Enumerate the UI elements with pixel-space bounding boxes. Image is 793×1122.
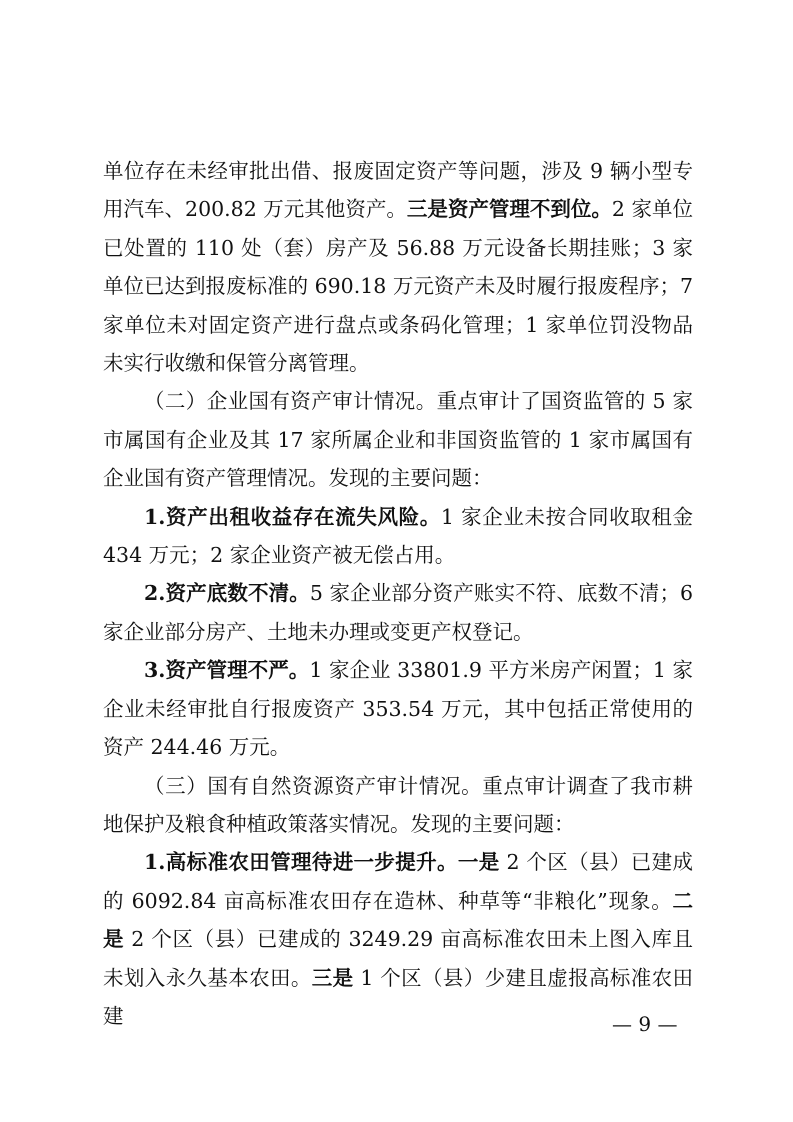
paragraph-asset-management-lax xyxy=(103,651,693,766)
text-segment: 1 个区（县）少建且虚报高标准农田建 xyxy=(103,965,694,1028)
bold-heading: 2.资产底数不清。 xyxy=(144,581,310,606)
paragraph-rental-income xyxy=(103,498,693,575)
page-number: — 9 — xyxy=(612,1012,678,1036)
document-body xyxy=(103,152,693,1035)
bold-heading: 三是资产管理不到位。 xyxy=(406,197,612,222)
bold-heading: 3.资产管理不严。 xyxy=(144,658,310,683)
text-segment: 单位存在未经审批出借、报废固定资产等问题，涉及 9 辆小型专用汽车、200.82 万元其他资产。 xyxy=(103,159,693,222)
text-segment: 2 个区（县）已建成的 3249.29 亩高标准农田未上图入库且未划入永久基本农田。 xyxy=(103,927,693,990)
paragraph-farmland xyxy=(103,843,693,1035)
paragraph-asset-base-unclear xyxy=(103,574,693,651)
paragraph-natural-resources-intro xyxy=(103,767,693,844)
bold-heading: 一是 xyxy=(457,850,500,875)
text-segment: 1 家企业 33801.9 平方米房产闲置；1 家企业未经审批自行报废资产 353.54 万元，其中包括正常使用的资产 244.46 万元。 xyxy=(103,658,693,760)
bold-heading: 1.高标准农田管理待进一步提升。 xyxy=(144,850,458,875)
bold-heading: 二是 xyxy=(103,888,693,952)
text-segment: 2 家单位已处置的 110 处（套）房产及 56.88 万元设备长期挂账；3 家单位已达到报废标准的 690.18 万元资产未及时履行报废程序；7 家单位未对固定资产进行盘点或条码化管理；1 家单位罚没物品未实行收缴和保管分离管理。 xyxy=(103,197,694,376)
text-segment: 5 家企业部分资产账实不符、底数不清；6 家企业部分房产、土地未办理或变更产权登记。 xyxy=(103,581,693,644)
paragraph-asset-management xyxy=(103,152,693,382)
text-segment: 2 个区（县）已建成的 6092.84 亩高标准农田存在造林、种草等“非粮化”现象。 xyxy=(103,850,693,913)
text-segment: 1 家企业未按合同收取租金 434 万元；2 家企业资产被无偿占用。 xyxy=(103,504,694,568)
text-segment: （三）国有自然资源资产审计情况。重点审计调查了我市耕地保护及粮食种植政策落实情况。发现的主要问题： xyxy=(103,773,693,836)
bold-heading: 三是 xyxy=(311,965,354,990)
text-segment: （二）企业国有资产审计情况。重点审计了国资监管的 5 家市属国有企业及其 17 家所属企业和非国资监管的 1 家市属国有企业国有资产管理情况。发现的主要问题： xyxy=(103,389,693,491)
paragraph-enterprise-audit-intro xyxy=(103,382,693,497)
bold-heading: 1.资产出租收益存在流失风险。 xyxy=(144,504,441,529)
